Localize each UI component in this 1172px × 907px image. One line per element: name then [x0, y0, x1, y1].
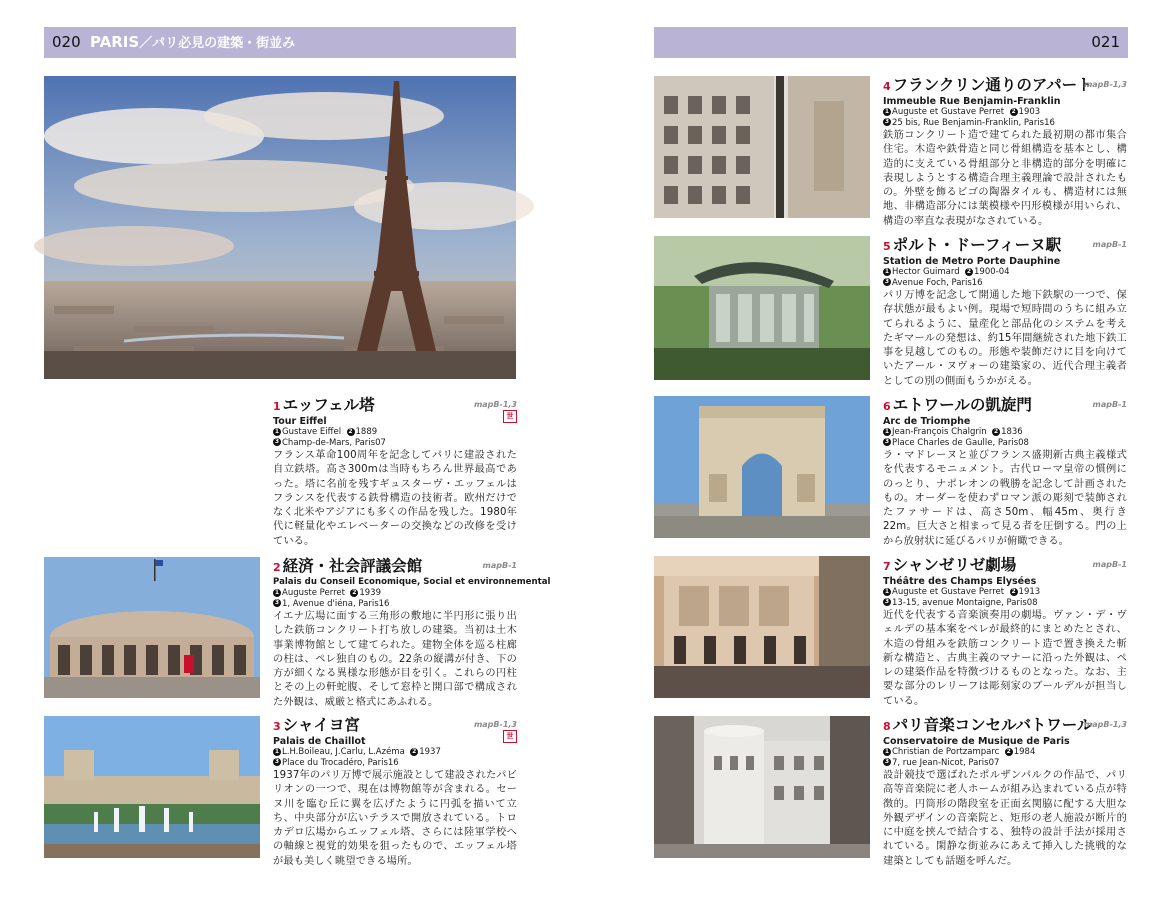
porte-dauphine-photo — [654, 236, 870, 380]
entry-description: ラ・マドレーヌと並びフランス盛期新古典主義様式を代表するモニュメント。古代ローマ皇帝の慣例にのっとり、ナポレオンの戦勝を記念して計画されたもの。オーダーを使わずロマン派の彫刻で装飾されたファサードは、高さ50m、幅45m、奥行き22m。巨大さと相まって見る者を圧倒する。門の上から放射状に延びるパリが俯瞰できる。 — [883, 450, 1127, 547]
architect-year: 1 Auguste et Gustave Perret 2 1903 — [884, 107, 1041, 117]
address: 25 bis, Rue Benjamin-Franklin, Paris16 — [892, 117, 1055, 128]
address: 1, Avenue d'iéna, Paris16 — [282, 598, 390, 609]
address: Champ-de-Mars, Paris07 — [282, 437, 386, 448]
entry-title: シャイヨ宮 — [282, 716, 360, 734]
entry-number: 6 — [883, 400, 891, 413]
entry-6 — [883, 396, 1127, 549]
champs-elysees-theatre-photo — [654, 556, 870, 698]
french-name: Palais du Conseil Economique, Social et environnemental — [273, 577, 551, 587]
entry-title: パリ音楽コンセルバトワール — [892, 716, 1093, 734]
architect-year: 1 Auguste Perret 2 1939 — [274, 588, 381, 598]
address-line: 3 7, rue Jean-Nicot, Paris07 — [884, 757, 1000, 768]
entry-title: フランクリン通りのアパート — [892, 76, 1093, 94]
map-reference: mapB-1 — [482, 561, 517, 570]
entry-2 — [273, 557, 551, 710]
entry-description: フランス革命100周年を記念してパリに建設された自立鉄塔。高さ300mは当時もちろん世界最高であった。塔に名前を残すギュスターヴ・エッフェルはフランスを代表する鉄骨構造の技術者。欧州だけでなく北米やアジアにも多くの作品を残した。1980年代に軽量化やエレベーターの交換などの改修を受けている。 — [273, 450, 517, 547]
entry-8 — [883, 716, 1127, 869]
address-line: 3 Champ-de-Mars, Paris07 — [274, 437, 386, 448]
left-header-title — [90, 32, 295, 51]
entry-number: 4 — [883, 80, 891, 93]
address-line: 3 1, Avenue d'iéna, Paris16 — [274, 598, 390, 609]
entry-number: 3 — [273, 720, 281, 733]
french-name: Tour Eiffel — [273, 416, 327, 427]
entry-description: 1937年のパリ万博で展示施設として建設されたパビリオンの一つで、現在は博物館等が含まれる。セーヌ川を臨む丘に翼を広げたように円弧を描いて立ち、中央部分が広いテラスで開放されている。トロカデロ広場からエッフェル塔、さらには陸軍学校への軸線と視覚的効果を狙ったもので、エッフェル塔が最も美しく眺望できる場所。 — [273, 770, 517, 867]
french-name: Arc de Triomphe — [883, 416, 971, 427]
world-heritage-icon: 世 — [503, 730, 517, 743]
entry-number: 2 — [273, 561, 281, 574]
map-reference: mapB-1 — [1092, 240, 1127, 249]
architect-year: 1 Christian de Portzamparc 2 1984 — [884, 747, 1036, 757]
map-reference: mapB-1,3 — [473, 720, 517, 729]
architect: Auguste et Gustave Perret — [892, 587, 1005, 597]
address-line: 3 13-15, avenue Montaigne, Paris08 — [884, 597, 1038, 608]
architect: Christian de Portzamparc — [892, 747, 1000, 757]
address-line: 3 25 bis, Rue Benjamin-Franklin, Paris16 — [884, 117, 1055, 128]
conservatoire-photo — [654, 716, 870, 858]
left-page-header — [44, 27, 516, 58]
french-name: Immeuble Rue Benjamin-Franklin — [883, 96, 1061, 107]
year: 1913 — [1018, 587, 1041, 597]
year: 1836 — [1001, 427, 1023, 437]
architect: Gustave Eiffel — [282, 427, 342, 437]
entry-description: 鉄筋コンクリート造で建てられた最初期の都市集合住宅。木造や鉄骨造と同じ骨組構造を基本とし、構造的に支えている骨組部分と非構造的部分を明確に表現しようとする構造合理主義理論で設計されたもの。外壁を飾るビゴの陶器タイルも、構造材には無地、非構造部分には葉模様や円形模様が用いられ、構造の率直な表現がなされている。 — [883, 130, 1127, 227]
year: 1984 — [1013, 747, 1036, 757]
entry-title: エトワールの凱旋門 — [892, 396, 1032, 414]
address: 13-15, avenue Montaigne, Paris08 — [892, 597, 1038, 608]
entry-number: 5 — [883, 240, 891, 253]
entry-5 — [883, 236, 1127, 389]
entry-title: シャンゼリゼ劇場 — [892, 556, 1017, 574]
architect: Hector Guimard — [892, 267, 960, 277]
arc-de-triomphe-photo — [654, 396, 870, 538]
entry-title: 経済・社会評議会館 — [282, 557, 423, 575]
map-reference: mapB-1,3 — [1083, 720, 1127, 729]
architect-year: 1 Hector Guimard 2 1900-04 — [884, 267, 1010, 277]
french-name: Station de Metro Porte Dauphine — [883, 256, 1061, 267]
header-subtitle: ／パリ必見の建築・街並み — [139, 36, 296, 51]
left-page-number: 020 — [52, 33, 81, 51]
map-reference: mapB-1,3 — [473, 400, 517, 409]
architect-year: 1 Auguste et Gustave Perret 2 1913 — [884, 587, 1041, 597]
entry-7 — [883, 556, 1127, 709]
address-line: 3 Avenue Foch, Paris16 — [884, 277, 983, 288]
world-heritage-icon: 世 — [503, 410, 517, 423]
year: 1903 — [1018, 107, 1041, 117]
map-reference: mapB-1 — [1092, 560, 1127, 569]
right-page-number: 021 — [1091, 33, 1120, 51]
year: 1900-04 — [974, 267, 1010, 277]
architect: Jean-François Chalgrin — [892, 427, 987, 437]
entry-number: 7 — [883, 560, 891, 573]
year: 1939 — [359, 588, 381, 598]
entry-description: パリ万博を記念して開通した地下鉄駅の一つで、保存状態が最もよい例。現場で短時間のうちに組み立てられるように、量産化と部品化のシステムを考えたギマールの発想は、約15年間継続された地下鉄工事を見越してのもの。形態や装飾だけに目を向けていたアール・ヌヴォーの建築家の、近代合理主義者としての別の側面もうかがえる。 — [883, 290, 1127, 387]
entry-1 — [273, 396, 517, 549]
entry-description: 近代を代表する音楽演奏用の劇場。ヴァン・デ・ヴェルデの基本案をペレが最終的にまとめたとされ、木造の骨組みを鉄筋コンクリート造で置き換えた斬新な構造と、古典主義のマナーに沿った外観は、ペレの建築作品を特徴づけるものとなった。なお、主要な部分のレリーフは彫刻家のブールデルが担当している。 — [883, 610, 1127, 707]
conseil-economique-photo — [44, 557, 260, 698]
french-name: Théâtre des Champs Elysées — [883, 576, 1037, 587]
architect: Auguste Perret — [282, 588, 345, 598]
entry-description: イエナ広場に面する三角形の敷地に半円形に張り出した鉄筋コンクリート打ち放しの建築。当初は土木事業博物館として建てられた。建物全体を巡る柱廊の柱は、ペレ独自のもの。22条の縦溝が付き、下の方が細くなる異様な形態が目を引く。これらの円柱とその上の軒蛇腹、そして窓枠と開口部で構成された外観は、威厳と格式にあふれる。 — [273, 611, 517, 708]
entry-title: エッフェル塔 — [282, 396, 375, 414]
architect: L.H.Boileau, J.Carlu, L.Azéma — [282, 747, 405, 757]
entry-description: 設計競技で選ばれたポルザンパルクの作品で、パリ高等音楽院に老人ホームが組み込まれている点が特徴的。円筒形の階段室を正面玄関脇に配する大胆な外観デザインの音楽院と、矩形の老人施設が断片的に中庭を挟んで結合する、独特の設計手法が採用されている。閑静な街並みにあえて挿入した挑戦的な建築としても話題を呼んだ。 — [883, 770, 1127, 867]
architect: Auguste et Gustave Perret — [892, 107, 1005, 117]
palais-de-chaillot-photo — [44, 716, 260, 858]
entry-4 — [883, 76, 1127, 229]
architect-year: 1 Gustave Eiffel 2 1889 — [274, 427, 378, 437]
french-name: Conservatoire de Musique de Paris — [883, 736, 1070, 747]
architect-year: 1 Jean-François Chalgrin 2 1836 — [884, 427, 1023, 437]
address: Avenue Foch, Paris16 — [892, 277, 983, 288]
franklin-apartment-photo — [654, 76, 870, 218]
address: 7, rue Jean-Nicot, Paris07 — [892, 757, 1000, 768]
year: 1937 — [419, 747, 441, 757]
map-reference: mapB-1,3 — [1083, 80, 1127, 89]
header-city: PARIS — [90, 33, 140, 51]
entry-number: 8 — [883, 720, 891, 733]
address-line: 3 Place Charles de Gaulle, Paris08 — [884, 437, 1029, 448]
map-reference: mapB-1 — [1092, 400, 1127, 409]
french-name: Palais de Chaillot — [273, 736, 366, 747]
right-page-header — [654, 27, 1128, 58]
address: Place du Trocadéro, Paris16 — [282, 757, 399, 768]
architect-year: 1 L.H.Boileau, J.Carlu, L.Azéma 2 1937 — [274, 747, 441, 757]
entry-3 — [273, 716, 517, 869]
eiffel-tower-photo — [44, 76, 516, 379]
entry-title: ポルト・ドーフィーヌ駅 — [892, 236, 1062, 254]
address-line: 3 Place du Trocadéro, Paris16 — [274, 757, 399, 768]
year: 1889 — [355, 427, 378, 437]
entry-number: 1 — [273, 400, 281, 413]
address: Place Charles de Gaulle, Paris08 — [892, 437, 1029, 448]
